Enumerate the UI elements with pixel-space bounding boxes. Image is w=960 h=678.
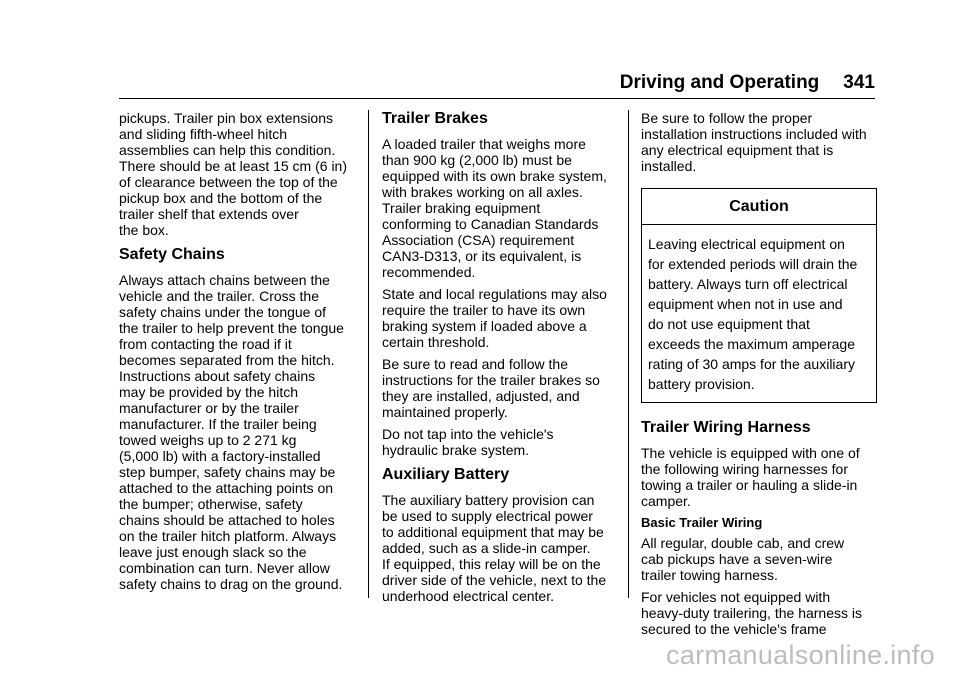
- column-right: [641, 110, 877, 637]
- section-title: Driving and Operating: [619, 72, 820, 93]
- paragraph: Be sure to read and follow the instructions for the trailer brakes so they are installed, adjusted, and maintained properly.: [382, 356, 600, 420]
- caution-box: [641, 188, 877, 403]
- paragraph: For vehicles not equipped with heavy-duty trailering, the harness is secured to the vehicle's frame: [641, 589, 862, 637]
- heading-trailer-brakes: Trailer Brakes: [382, 110, 488, 127]
- heading-safety-chains: Safety Chains: [119, 246, 225, 263]
- paragraph: The vehicle is equipped with one of the following wiring harnesses for towing a trailer or hauling a slide-in camper.: [641, 445, 860, 509]
- page-number: 341: [843, 72, 875, 93]
- watermark: carmanualsonline.info: [666, 640, 935, 670]
- paragraph: Be sure to follow the proper installation instructions included with any electrical equipment that is installed.: [641, 110, 867, 174]
- caution-body: Leaving electrical equipment on for extended periods will drain the battery. Always turn off electrical equipment when not in use and do not use equipment that exceeds the maximum amperage rating of 30 amps for the auxiliary battery provision.: [648, 236, 858, 392]
- column-middle: [382, 110, 622, 604]
- column-divider: [628, 110, 629, 598]
- column-left: [119, 110, 359, 592]
- page-header: [620, 72, 875, 94]
- paragraph: pickups. Trailer pin box extensions and sliding fifth-wheel hitch assemblies can help this condition. There should be at least 15 cm (6 in) of clearance between the top of the pickup box and the bottom of the trailer shelf that extends over the box.: [119, 110, 348, 238]
- paragraph: Always attach chains between the vehicle and the trailer. Cross the safety chains under the tongue of the trailer to help prevent the tongue from contacting the road if it becomes separated from the hitch. Instructions about safety chains may be provided by the hitch manufacturer or by the trailer manufacturer. If the trailer being towed weighs up to 2 271 kg (5,000 lb) with a factory-installed step bumper, safety chains may be attached to the attaching points on the bumper; otherwise, safety chains should be attached to holes on the trailer hitch platform. Always leave just enough slack so the combination can turn. Never allow safety chains to drag on the ground.: [119, 272, 344, 592]
- caution-title: Caution: [642, 189, 876, 225]
- heading-basic-trailer-wiring: Basic Trailer Wiring: [641, 515, 763, 530]
- paragraph: A loaded trailer that weighs more than 900 kg (2,000 lb) must be equipped with its own brake system, with brakes working on all axles. Trailer braking equipment conforming to Canadian Standards Association (CSA) requirement CAN3-D313, or its equivalent, is recommended.: [382, 136, 607, 280]
- paragraph: All regular, double cab, and crew cab pickups have a seven-wire trailer towing harness.: [641, 535, 845, 583]
- paragraph: State and local regulations may also require the trailer to have its own braking system if loaded above a certain threshold.: [382, 286, 607, 350]
- header-rule: [119, 98, 875, 99]
- heading-auxiliary-battery: Auxiliary Battery: [382, 466, 510, 483]
- paragraph: The auxiliary battery provision can be used to supply electrical power to additional equipment that may be added, such as a slide-in camper. If equipped, this relay will be on the driver side of the vehicle, next to the underhood electrical center.: [382, 492, 607, 604]
- column-divider: [368, 110, 369, 598]
- heading-trailer-wiring-harness: Trailer Wiring Harness: [641, 419, 811, 436]
- paragraph: Do not tap into the vehicle's hydraulic brake system.: [382, 426, 554, 458]
